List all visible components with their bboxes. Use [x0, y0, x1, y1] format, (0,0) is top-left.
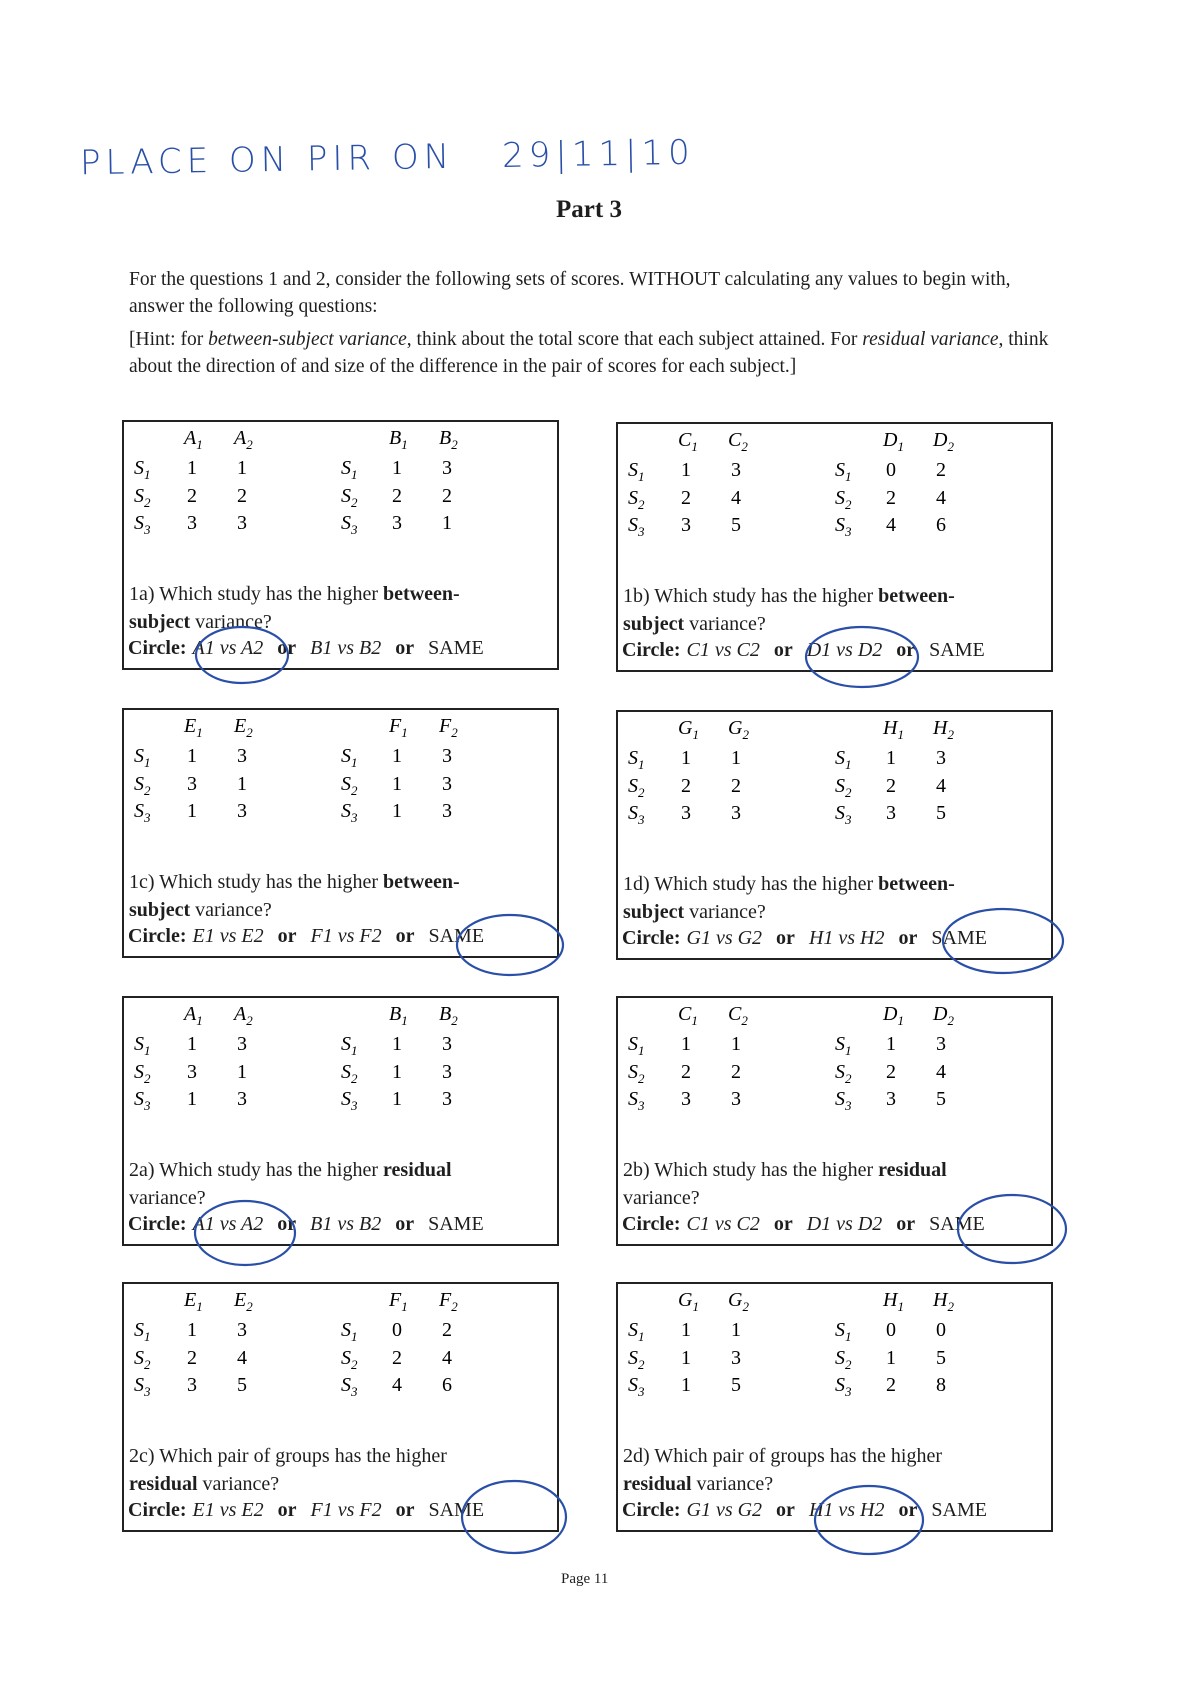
score-cell: 3 — [442, 457, 452, 479]
question-box-1d — [616, 710, 1053, 960]
subject-label: $S_3$ — [134, 1088, 151, 1113]
score-cell: 1 — [187, 745, 197, 767]
score-cell: 1 — [187, 1319, 197, 1341]
score-cell: 2 — [392, 485, 402, 507]
score-cell: 1 — [392, 773, 402, 795]
answer-option: B1 vs B2 — [310, 637, 382, 659]
question-box-2d — [616, 1282, 1053, 1532]
column-header: $F_1$ — [389, 1289, 408, 1314]
score-cell: 3 — [681, 802, 691, 824]
or-separator: or — [776, 1499, 795, 1521]
or-separator: or — [896, 1213, 916, 1235]
answer-option: A1 vs A2 — [192, 637, 264, 659]
hint-term-residual: residual variance — [862, 329, 999, 350]
score-cell: 3 — [237, 745, 247, 767]
score-cell: 3 — [442, 1033, 452, 1055]
score-cell: 3 — [237, 1033, 247, 1055]
score-cell: 3 — [237, 512, 247, 534]
score-cell: 1 — [731, 1033, 741, 1055]
score-cell: 1 — [187, 1088, 197, 1110]
subject-label: $S_2$ — [341, 1347, 358, 1372]
column-header: $G_2$ — [728, 717, 749, 742]
circle-label: Circle: — [128, 1213, 187, 1235]
column-header: $C_1$ — [678, 1003, 698, 1028]
column-header: $G_2$ — [728, 1289, 749, 1314]
score-cell: 2 — [442, 1319, 452, 1341]
column-header: $C_1$ — [678, 429, 698, 454]
subject-label: $S_1$ — [835, 747, 852, 772]
score-cell: 2 — [681, 487, 691, 509]
answer-option: G1 vs G2 — [686, 927, 763, 949]
score-table-1d — [618, 712, 1051, 862]
column-header: $D_1$ — [883, 429, 904, 454]
score-cell: 3 — [442, 1061, 452, 1083]
score-cell: 3 — [731, 1088, 741, 1110]
column-header: $H_1$ — [883, 1289, 904, 1314]
score-cell: 1 — [681, 1033, 691, 1055]
subject-label: $S_3$ — [835, 1088, 852, 1113]
or-separator: or — [773, 1213, 793, 1235]
answer-option: F1 vs F2 — [310, 1499, 382, 1521]
answer-option: A1 vs A2 — [192, 1213, 264, 1235]
subject-label: $S_1$ — [628, 747, 645, 772]
score-cell: 5 — [936, 1347, 946, 1369]
score-cell: 5 — [237, 1374, 247, 1396]
or-separator: or — [277, 1499, 297, 1521]
subject-label: $S_2$ — [835, 775, 852, 800]
score-cell: 3 — [187, 1374, 197, 1396]
or-separator: or — [395, 1499, 415, 1521]
subject-label: $S_3$ — [341, 512, 358, 537]
score-cell: 3 — [936, 1033, 946, 1055]
column-header: $E_1$ — [184, 1289, 203, 1314]
score-cell: 1 — [886, 747, 896, 769]
score-cell: 5 — [731, 1374, 741, 1396]
circle-label: Circle: — [622, 1499, 681, 1521]
subject-label: $S_1$ — [134, 1033, 151, 1058]
score-cell: 3 — [392, 512, 402, 534]
column-header: $H_2$ — [933, 1289, 954, 1314]
column-header: $E_1$ — [184, 715, 203, 740]
circle-options-2d — [622, 1499, 987, 1522]
subject-label: $S_3$ — [835, 514, 852, 539]
instructions — [129, 266, 1054, 386]
handwritten-note-text: PLACE ON PIR ON — [79, 136, 455, 184]
column-header: $D_2$ — [933, 1003, 954, 1028]
answer-option: D1 vs D2 — [806, 639, 883, 661]
question-text-2d: 2d) Which pair of groups has the higher residual variance? — [623, 1445, 943, 1495]
column-header: $H_1$ — [883, 717, 904, 742]
score-cell: 2 — [187, 1347, 197, 1369]
subject-label: $S_2$ — [341, 485, 358, 510]
score-cell: 1 — [392, 1088, 402, 1110]
or-separator: or — [773, 639, 793, 661]
answer-option-same: SAME — [428, 925, 485, 947]
score-table-2d — [618, 1284, 1051, 1434]
column-header: $G_1$ — [678, 1289, 699, 1314]
or-separator: or — [277, 637, 297, 659]
column-header: $B_1$ — [389, 427, 408, 452]
or-separator: or — [776, 927, 795, 949]
score-cell: 2 — [886, 1374, 896, 1396]
column-header: $D_1$ — [883, 1003, 904, 1028]
score-cell: 2 — [681, 1061, 691, 1083]
subject-label: $S_3$ — [134, 800, 151, 825]
circle-label: Circle: — [622, 927, 681, 949]
score-cell: 3 — [237, 1088, 247, 1110]
score-cell: 3 — [237, 1319, 247, 1341]
score-cell: 4 — [936, 487, 946, 509]
score-cell: 6 — [936, 514, 946, 536]
column-header: $H_2$ — [933, 717, 954, 742]
answer-option: B1 vs B2 — [310, 1213, 382, 1235]
score-cell: 3 — [886, 1088, 896, 1110]
column-header: $B_2$ — [439, 427, 458, 452]
score-cell: 1 — [237, 773, 247, 795]
subject-label: $S_1$ — [341, 1319, 358, 1344]
score-cell: 3 — [187, 773, 197, 795]
subject-label: $S_2$ — [628, 1061, 645, 1086]
answer-option: H1 vs H2 — [808, 927, 885, 949]
score-cell: 2 — [936, 459, 946, 481]
subject-label: $S_1$ — [835, 1033, 852, 1058]
score-cell: 4 — [442, 1347, 452, 1369]
question-text-1d: 1d) Which study has the higher between- subject variance? — [623, 873, 955, 923]
score-cell: 1 — [187, 457, 197, 479]
score-cell: 1 — [681, 1319, 691, 1341]
page-number: Page 11 — [561, 1571, 609, 1587]
answer-option: C1 vs C2 — [686, 1213, 760, 1235]
subject-label: $S_1$ — [628, 1033, 645, 1058]
score-cell: 1 — [187, 1033, 197, 1055]
score-cell: 1 — [392, 800, 402, 822]
question-text-1b: 1b) Which study has the higher between- subject variance? — [623, 585, 955, 635]
answer-option-same: SAME — [929, 1213, 985, 1235]
subject-label: $S_1$ — [628, 459, 645, 484]
subject-label: $S_2$ — [341, 773, 358, 798]
score-cell: 0 — [936, 1319, 946, 1341]
score-cell: 5 — [936, 802, 946, 824]
subject-label: $S_1$ — [628, 1319, 645, 1344]
subject-label: $S_2$ — [341, 1061, 358, 1086]
score-cell: 2 — [681, 775, 691, 797]
score-cell: 2 — [886, 775, 896, 797]
score-cell: 3 — [731, 459, 741, 481]
subject-label: $S_3$ — [628, 1088, 645, 1113]
subject-label: $S_3$ — [835, 1374, 852, 1399]
score-cell: 4 — [886, 514, 896, 536]
column-header: $C_2$ — [728, 1003, 748, 1028]
score-cell: 4 — [237, 1347, 247, 1369]
score-cell: 5 — [936, 1088, 946, 1110]
score-cell: 3 — [886, 802, 896, 824]
circle-options-2a — [128, 1213, 484, 1236]
subject-label: $S_2$ — [628, 775, 645, 800]
score-cell: 1 — [681, 1347, 691, 1369]
score-cell: 2 — [392, 1347, 402, 1369]
score-cell: 0 — [886, 1319, 896, 1341]
score-cell: 4 — [392, 1374, 402, 1396]
score-cell: 3 — [936, 747, 946, 769]
score-cell: 3 — [442, 1088, 452, 1110]
question-text-2c: 2c) Which pair of groups has the higher residual variance? — [129, 1445, 447, 1495]
score-cell: 0 — [886, 459, 896, 481]
subject-label: $S_3$ — [628, 802, 645, 827]
question-box-2c — [122, 1282, 559, 1532]
score-cell: 2 — [886, 487, 896, 509]
question-box-1a — [122, 420, 559, 670]
score-cell: 1 — [392, 457, 402, 479]
handwritten-date: 29|11|10 — [501, 132, 696, 176]
subject-label: $S_3$ — [341, 1088, 358, 1113]
score-cell: 1 — [886, 1347, 896, 1369]
score-cell: 6 — [442, 1374, 452, 1396]
answer-option: H1 vs H2 — [808, 1499, 885, 1521]
or-separator: or — [277, 925, 297, 947]
subject-label: $S_3$ — [628, 1374, 645, 1399]
answer-option: G1 vs G2 — [686, 1499, 763, 1521]
score-cell: 3 — [442, 773, 452, 795]
score-cell: 1 — [681, 459, 691, 481]
score-cell: 5 — [731, 514, 741, 536]
circle-label: Circle: — [622, 1213, 681, 1235]
question-text-1a: 1a) Which study has the higher between- subject variance? — [129, 583, 460, 633]
score-table-1c — [124, 710, 557, 860]
score-cell: 4 — [936, 1061, 946, 1083]
or-separator: or — [395, 1213, 415, 1235]
score-cell: 3 — [681, 514, 691, 536]
subject-label: $S_3$ — [341, 1374, 358, 1399]
subject-label: $S_2$ — [835, 487, 852, 512]
score-cell: 1 — [731, 1319, 741, 1341]
or-separator: or — [395, 637, 415, 659]
score-cell: 3 — [442, 745, 452, 767]
score-cell: 2 — [731, 775, 741, 797]
score-table-1a — [124, 422, 557, 572]
circle-options-1d — [622, 927, 987, 950]
score-cell: 1 — [681, 1374, 691, 1396]
hint-term-between: between-subject variance — [208, 329, 407, 350]
question-box-1b — [616, 422, 1053, 672]
score-cell: 8 — [936, 1374, 946, 1396]
score-cell: 0 — [392, 1319, 402, 1341]
subject-label: $S_2$ — [134, 1347, 151, 1372]
circle-label: Circle: — [128, 637, 187, 659]
circle-options-1c — [128, 925, 484, 948]
subject-label: $S_2$ — [835, 1061, 852, 1086]
question-text-2a: 2a) Which study has the higher residual variance? — [129, 1159, 452, 1209]
subject-label: $S_3$ — [835, 802, 852, 827]
subject-label: $S_2$ — [835, 1347, 852, 1372]
column-header: $B_1$ — [389, 1003, 408, 1028]
subject-label: $S_1$ — [341, 1033, 358, 1058]
score-cell: 4 — [731, 487, 741, 509]
answer-option-same: SAME — [428, 637, 484, 659]
subject-label: $S_1$ — [341, 745, 358, 770]
score-cell: 1 — [681, 747, 691, 769]
answer-option-same: SAME — [428, 1499, 485, 1521]
score-cell: 3 — [237, 800, 247, 822]
answer-option: E1 vs E2 — [192, 925, 264, 947]
subject-label: $S_1$ — [134, 745, 151, 770]
answer-option-same: SAME — [931, 1499, 987, 1521]
score-cell: 2 — [187, 485, 197, 507]
subject-label: $S_2$ — [134, 485, 151, 510]
question-text-1c: 1c) Which study has the higher between- subject variance? — [129, 871, 460, 921]
column-header: $E_2$ — [234, 1289, 253, 1314]
score-cell: 3 — [442, 800, 452, 822]
circle-options-2b — [622, 1213, 985, 1236]
column-header: $F_2$ — [439, 715, 458, 740]
question-box-2a — [122, 996, 559, 1246]
column-header: $G_1$ — [678, 717, 699, 742]
question-box-1c — [122, 708, 559, 958]
score-cell: 1 — [731, 747, 741, 769]
score-cell: 1 — [187, 800, 197, 822]
column-header: $A_1$ — [184, 1003, 203, 1028]
column-header: $D_2$ — [933, 429, 954, 454]
answer-option-same: SAME — [931, 927, 987, 949]
score-cell: 1 — [392, 1033, 402, 1055]
column-header: $B_2$ — [439, 1003, 458, 1028]
score-cell: 3 — [681, 1088, 691, 1110]
or-separator: or — [898, 1499, 918, 1521]
column-header: $C_2$ — [728, 429, 748, 454]
answer-option: F1 vs F2 — [310, 925, 382, 947]
score-cell: 3 — [731, 802, 741, 824]
answer-option-same: SAME — [929, 639, 985, 661]
score-cell: 1 — [442, 512, 452, 534]
score-cell: 2 — [442, 485, 452, 507]
question-box-2b — [616, 996, 1053, 1246]
score-cell: 1 — [237, 1061, 247, 1083]
answer-option-same: SAME — [428, 1213, 484, 1235]
score-cell: 1 — [392, 745, 402, 767]
subject-label: $S_3$ — [134, 1374, 151, 1399]
score-cell: 2 — [886, 1061, 896, 1083]
score-table-2b — [618, 998, 1051, 1148]
subject-label: $S_2$ — [134, 1061, 151, 1086]
subject-label: $S_3$ — [628, 514, 645, 539]
subject-label: $S_1$ — [134, 457, 151, 482]
column-header: $E_2$ — [234, 715, 253, 740]
score-table-2c — [124, 1284, 557, 1434]
score-table-2a — [124, 998, 557, 1148]
score-cell: 4 — [936, 775, 946, 797]
circle-label: Circle: — [128, 925, 187, 947]
score-cell: 2 — [237, 485, 247, 507]
circle-options-1a — [128, 637, 484, 660]
column-header: $A_2$ — [234, 427, 253, 452]
column-header: $A_2$ — [234, 1003, 253, 1028]
handwritten-note — [80, 133, 695, 184]
column-header: $A_1$ — [184, 427, 203, 452]
column-header: $F_1$ — [389, 715, 408, 740]
column-header: $F_2$ — [439, 1289, 458, 1314]
score-cell: 3 — [731, 1347, 741, 1369]
question-text-2b: 2b) Which study has the higher residual variance? — [623, 1159, 947, 1209]
subject-label: $S_1$ — [835, 459, 852, 484]
or-separator: or — [896, 639, 916, 661]
circle-label: Circle: — [128, 1499, 187, 1521]
or-separator: or — [395, 925, 415, 947]
subject-label: $S_3$ — [341, 800, 358, 825]
answer-option: C1 vs C2 — [686, 639, 760, 661]
score-cell: 3 — [187, 512, 197, 534]
subject-label: $S_2$ — [134, 773, 151, 798]
score-cell: 2 — [731, 1061, 741, 1083]
score-cell: 3 — [187, 1061, 197, 1083]
subject-label: $S_1$ — [134, 1319, 151, 1344]
or-separator: or — [277, 1213, 297, 1235]
circle-options-1b — [622, 639, 985, 662]
score-cell: 1 — [237, 457, 247, 479]
or-separator: or — [898, 927, 918, 949]
part-title: Part 3 — [556, 196, 622, 223]
subject-label: $S_3$ — [134, 512, 151, 537]
circle-options-2c — [128, 1499, 484, 1522]
subject-label: $S_2$ — [628, 1347, 645, 1372]
score-cell: 1 — [886, 1033, 896, 1055]
subject-label: $S_2$ — [628, 487, 645, 512]
subject-label: $S_1$ — [835, 1319, 852, 1344]
circle-label: Circle: — [622, 639, 681, 661]
subject-label: $S_1$ — [341, 457, 358, 482]
answer-option: E1 vs E2 — [192, 1499, 264, 1521]
instructions-text: For the questions 1 and 2, consider the following sets of scores. WITHOUT calculating any values to begin with, answer the following questions: — [129, 269, 1011, 317]
score-cell: 1 — [392, 1061, 402, 1083]
score-table-1b — [618, 424, 1051, 574]
hint-text: [Hint: for between-subject variance, think about the total score that each subject attained. For residual variance, think about the direction of and size of the difference in the pair of scores for each subject.] — [129, 329, 1049, 377]
answer-option: D1 vs D2 — [806, 1213, 883, 1235]
